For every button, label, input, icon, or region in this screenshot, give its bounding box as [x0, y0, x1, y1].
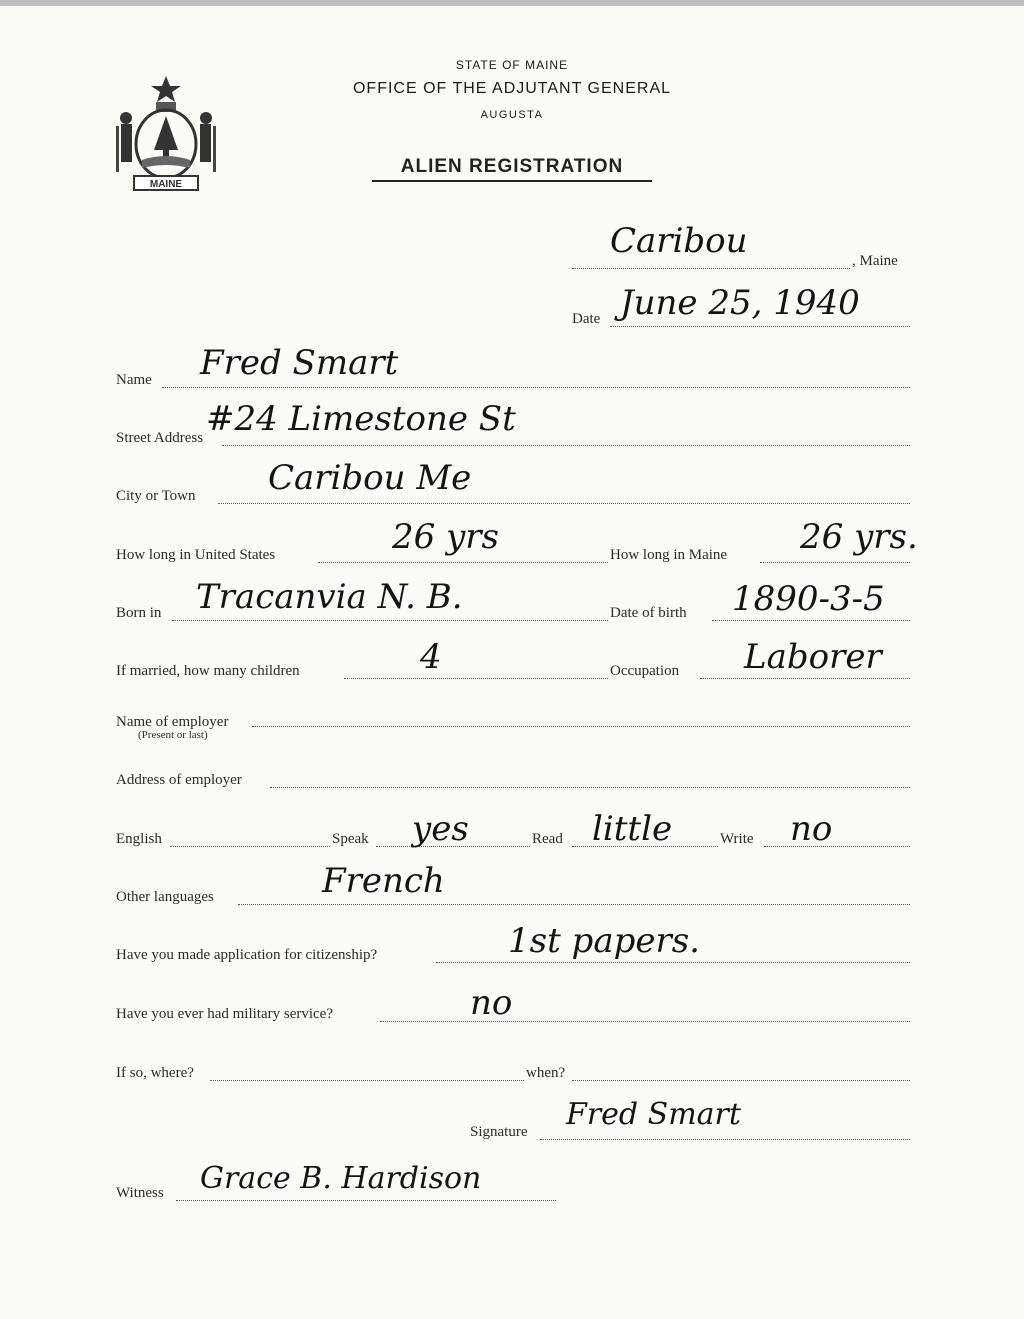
when-line [572, 1080, 910, 1081]
street-label: Street Address [116, 430, 204, 446]
how-long-maine-line [760, 562, 910, 563]
read-label: Read [532, 831, 563, 847]
witness-label: Witness [116, 1185, 164, 1201]
employer-address-label: Address of employer [116, 772, 242, 788]
maine-label: , Maine [852, 253, 898, 269]
children-label: If married, how many children [116, 663, 300, 679]
town-value: Caribou [610, 221, 748, 261]
city-value: Caribou Me [268, 458, 472, 498]
how-long-maine-value: 26 yrs. [800, 517, 918, 557]
read-value: little [592, 809, 673, 849]
date-label: Date [572, 311, 601, 327]
born-in-label: Born in [116, 605, 162, 621]
military-value: no [470, 983, 513, 1023]
city-label: City or Town [116, 488, 196, 504]
how-long-us-line [318, 562, 608, 563]
employer-line [252, 726, 910, 727]
date-of-birth-label: Date of birth [610, 605, 687, 621]
signature-line [540, 1139, 910, 1140]
form-title: ALIEN REGISTRATION [372, 156, 652, 182]
witness-value: Grace B. Hardison [200, 1161, 482, 1196]
employer-address-line [270, 787, 910, 788]
children-line [344, 678, 608, 679]
date-line [610, 326, 910, 327]
occupation-line [700, 678, 910, 679]
other-languages-value: French [322, 861, 445, 901]
name-label: Name [116, 372, 152, 388]
svg-text:MAINE: MAINE [149, 179, 183, 190]
name-value: Fred Smart [200, 343, 399, 383]
city-line [218, 503, 910, 504]
write-line [764, 846, 910, 847]
military-line [380, 1021, 910, 1022]
when-label: when? [526, 1065, 566, 1081]
employer-note: (Present or last) [138, 729, 208, 741]
witness-line [176, 1200, 556, 1201]
english-label: English [116, 831, 162, 847]
street-value: #24 Limestone St [206, 399, 516, 439]
where-line [210, 1080, 524, 1081]
born-in-value: Tracanvia N. B. [196, 577, 463, 617]
citizenship-label: Have you made application for citizenship? [116, 947, 378, 963]
other-languages-line [238, 904, 910, 905]
occupation-label: Occupation [610, 663, 680, 679]
signature-label: Signature [470, 1124, 528, 1140]
speak-value: yes [412, 809, 469, 849]
date-of-birth-value: 1890-3-5 [732, 579, 885, 619]
signature-value: Fred Smart [566, 1097, 741, 1132]
header-office: OFFICE OF THE ADJUTANT GENERAL [352, 80, 672, 97]
employer-label: Name of employer [116, 714, 229, 730]
name-line [162, 387, 910, 388]
born-in-line [172, 620, 608, 621]
children-value: 4 [420, 637, 442, 677]
date-of-birth-line [712, 620, 910, 621]
how-long-us-value: 26 yrs [392, 517, 499, 557]
citizenship-value: 1st papers. [508, 921, 700, 961]
street-line [222, 445, 910, 446]
where-label: If so, where? [116, 1065, 194, 1081]
how-long-maine-label: How long in Maine [610, 547, 728, 563]
english-line [170, 846, 330, 847]
speak-label: Speak [332, 831, 369, 847]
write-value: no [790, 809, 833, 849]
date-value: June 25, 1940 [620, 283, 860, 323]
how-long-us-label: How long in United States [116, 547, 276, 563]
military-label: Have you ever had military service? [116, 1006, 333, 1022]
occupation-value: Laborer [744, 637, 882, 677]
write-label: Write [720, 831, 754, 847]
town-line [572, 268, 850, 269]
header-city: AUGUSTA [480, 109, 544, 121]
header-state: STATE OF MAINE [455, 58, 569, 72]
other-languages-label: Other languages [116, 889, 214, 905]
citizenship-line [436, 962, 910, 963]
